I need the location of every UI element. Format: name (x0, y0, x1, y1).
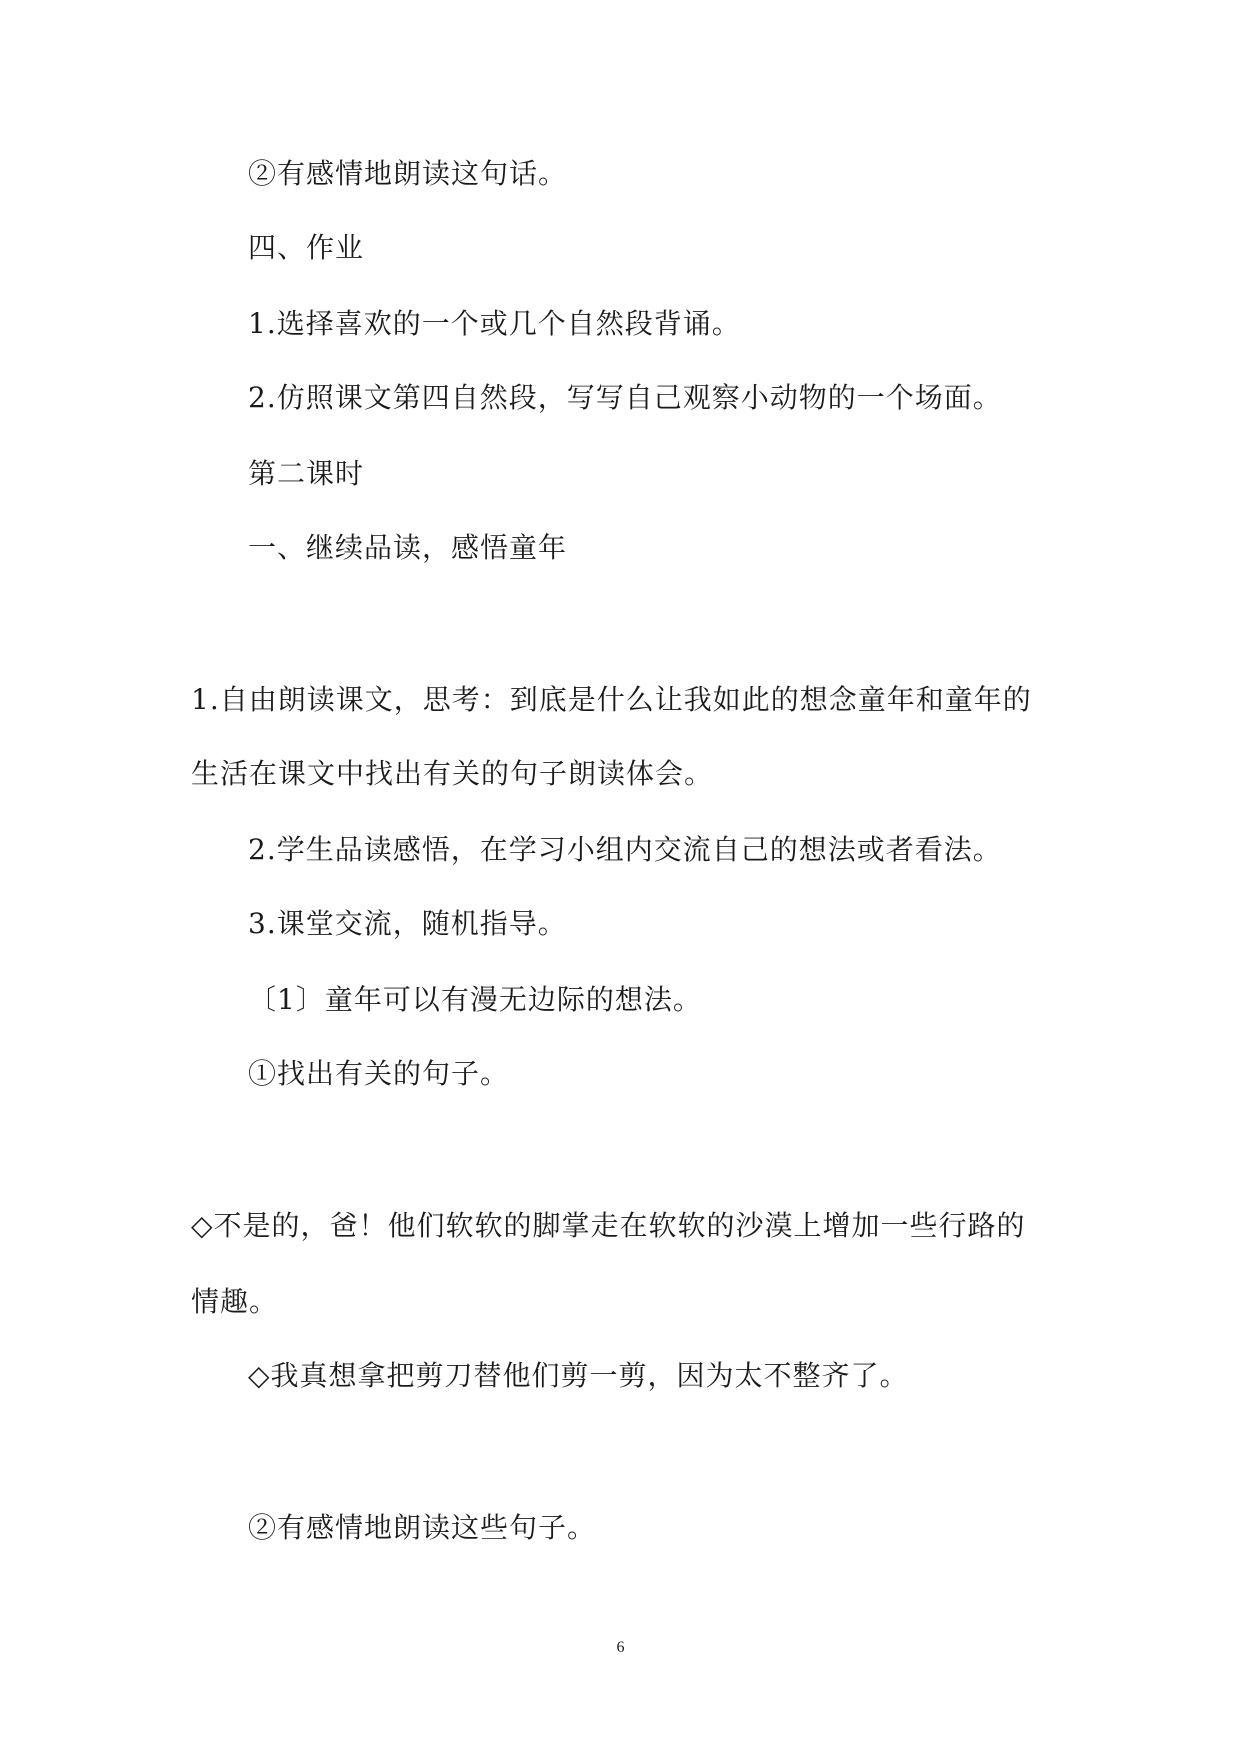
paragraph-line: 1.自由朗读课文，思考：到底是什么让我如此的想念童年和童年的 (191, 683, 1032, 716)
paragraph-line: ①找出有关的句子。 (248, 1057, 510, 1090)
quote-line: 情趣。 (191, 1285, 279, 1318)
quote-line: ◇我真想拿把剪刀替他们剪一剪，因为太不整齐了。 (248, 1359, 909, 1392)
paragraph-line: ②有感情地朗读这些句子。 (248, 1511, 597, 1544)
paragraph-line: 生活在课文中找出有关的句子朗读体会。 (191, 757, 714, 790)
paragraph-line: 〔1〕童年可以有漫无边际的想法。 (248, 983, 702, 1016)
page-number: 6 (616, 1639, 625, 1656)
section-heading-homework: 四、作业 (248, 231, 365, 264)
lesson-heading: 第二课时 (248, 457, 365, 490)
section-heading: 一、继续品读，感悟童年 (248, 531, 568, 564)
paragraph-line: 3.课堂交流，随机指导。 (248, 907, 567, 940)
paragraph-line: 1.选择喜欢的一个或几个自然段背诵。 (248, 307, 741, 340)
quote-line: ◇不是的，爸！他们软软的脚掌走在软软的沙漠上增加一些行路的 (191, 1209, 1026, 1242)
paragraph-line: ②有感情地朗读这句话。 (248, 157, 568, 190)
paragraph-line: 2.学生品读感悟，在学习小组内交流自己的想法或者看法。 (248, 833, 1002, 866)
paragraph-line: 2.仿照课文第四自然段，写写自己观察小动物的一个场面。 (248, 381, 1002, 414)
